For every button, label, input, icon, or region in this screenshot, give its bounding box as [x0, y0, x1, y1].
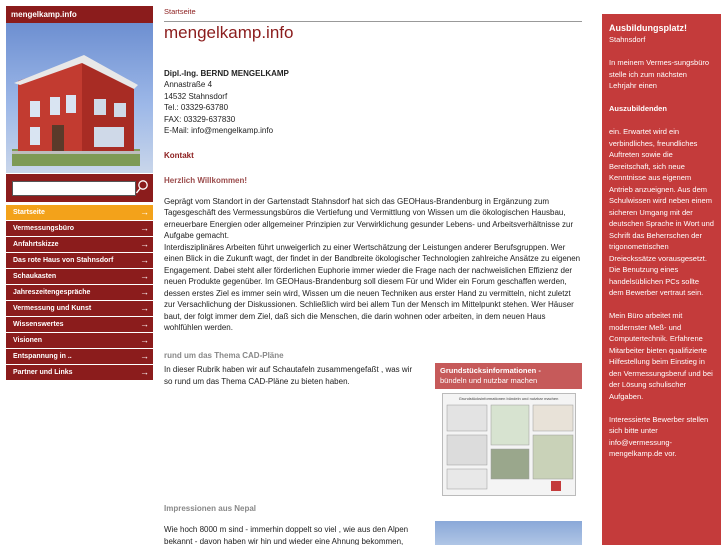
- breadcrumb: [164, 6, 582, 22]
- sidebar-body-2: Mein Büro arbeitet mit modernster Meß- und Computertechnik. Erfahrene Mitarbeiter bieten qualifizierte Hilfestellung beim Einstieg in den Vermessungsberuf und bei der Lösung schulischer Aufgaben.: [609, 311, 713, 401]
- address-name: Dipl.-Ing. BERND MENGELKAMP: [164, 68, 289, 78]
- arrow-right-icon: →: [140, 271, 149, 281]
- sidebar-location: Stahnsdorf: [609, 35, 646, 44]
- main-nav: [6, 205, 153, 381]
- arrow-right-icon: →: [140, 239, 149, 249]
- nav-item-visionen[interactable]: Visionen →: [6, 333, 153, 349]
- nav-item-partner-links[interactable]: Partner und Links →: [6, 365, 153, 381]
- welcome-paragraph-2: Interdisziplinäres Arbeiten führt unweigerlich zu einer Wertschätzung der Leistungen anderer Berufsgruppen. Wer einen Blick in die Zukunft wagt, der findet in der Bandbreite ökologischer Technologien zahlreiche Ansätze zu eigenen Engagement. Dabei steht aller förderlichen Euphorie immer wieder die Frage nach der nachweislichen Effizienz der neuen Produkte gegenüber. Im GEOHaus-Brandenburg soll diesem Für und Wider ein Forum geschaffen werden, dessen erstes Ziel es immer sein wird, Wissen um die neuen Techniken aus erster Hand zu vermitteln, nicht zuletzt zur Versachlichung der Diskussionen. Schließlich wird bei allem Tun der Mensch im Mittelpunkt stehen. Wer Häuser baut, der folgt immer dem Ziel, daß sich die Menschen, die darin wohnen oder arbeiten, in dem neuen Haus wohlfühlen werden.: [164, 242, 581, 332]
- search-input[interactable]: [12, 181, 136, 196]
- sidebar-heading: Ausbildungsplatz!: [609, 23, 687, 33]
- arrow-right-icon: →: [140, 223, 149, 233]
- breadcrumb-link-startseite[interactable]: Startseite: [164, 7, 196, 16]
- nav-item-entspannung[interactable]: Entspannung in .. →: [6, 349, 153, 365]
- nav-item-rotes-haus[interactable]: Das rote Haus von Stahnsdorf →: [6, 253, 153, 269]
- cad-heading: rund um das Thema CAD-Pläne: [164, 350, 284, 360]
- sidebar-body-3: Interessierte Bewerber stellen sich bitte unter info@vermessung-mengelkamp.de vor.: [609, 414, 709, 458]
- arrow-right-icon: →: [140, 287, 149, 297]
- address-street: Annastraße 4: [164, 80, 213, 89]
- grundstueck-poster-image: [442, 393, 576, 496]
- cad-text: In dieser Rubrik haben wir auf Schautafeln zusammengefaßt , was wir so rund um das Thema CAD-Pläne zu bieten haben.: [164, 365, 413, 386]
- address-fax: FAX: 03329-637830: [164, 114, 236, 124]
- sidebar-body-1: ein. Erwartet wird ein verbindliches, freundliches Auftreten sowie die Bereitschaft, sich neue Kenntnisse aus eigenem Antrieb anzueignen. Aus dem Schulwissen wird neben einem sicheren Umgang mit der deutschen Sprache in Wort und Schrift das Beherrschen der trigonometrischen Dreieckssätze vorausgesetzt. Die Benutzung eines handelsüblichen PCs sollte dem Bewerber vertraut sein.: [609, 127, 714, 297]
- nepal-heading: Impressionen aus Nepal: [164, 504, 257, 513]
- left-column: [6, 6, 153, 381]
- job-offer-sidebar: [602, 14, 721, 545]
- welcome-heading: Herzlich Willkommen!: [164, 176, 248, 185]
- nav-item-wissenswertes[interactable]: Wissenswertes →: [6, 317, 153, 333]
- arrow-right-icon: →: [140, 255, 149, 265]
- sidebar-subheading: Auszubildenden: [609, 104, 667, 113]
- page-title: mengelkamp.info: [164, 22, 294, 42]
- header-photo: [6, 23, 153, 173]
- main-content: [164, 6, 582, 545]
- address-email[interactable]: E-Mail: info@mengelkamp.info: [164, 126, 274, 135]
- nav-item-vermessung-kunst[interactable]: Vermessung und Kunst →: [6, 301, 153, 317]
- nepal-image[interactable]: [435, 521, 582, 545]
- arrow-right-icon: →: [140, 207, 149, 217]
- sidebar-intro: In meinem Vermes-sungsbüro stelle ich zum nächsten Lehrjahr einen: [609, 58, 710, 90]
- nav-item-anfahrtskizze[interactable]: Anfahrtskizze →: [6, 237, 153, 253]
- nav-item-jahreszeitengespraeche[interactable]: Jahreszeitengespräche →: [6, 285, 153, 301]
- search-icon[interactable]: [135, 179, 149, 195]
- address-tel: Tel.: 03329-63780: [164, 103, 229, 112]
- poster-diagram: [443, 401, 576, 495]
- nav-item-startseite[interactable]: Startseite →: [6, 205, 153, 221]
- arrow-right-icon: →: [140, 351, 149, 361]
- nav-item-vermessungsbuero[interactable]: Vermessungsbüro →: [6, 221, 153, 237]
- grundstueck-title: Grundstücksinformationen - bündeln und nutzbar machen: [435, 363, 582, 389]
- nepal-text: Wie hoch 8000 m sind - immerhin doppelt so viel , wie aus den Alpen bekannt - davon haben wir hin und wieder eine Ahnung bekommen,: [164, 525, 409, 545]
- site-logo[interactable]: mengelkamp.info: [6, 6, 153, 23]
- nav-item-schaukasten[interactable]: Schaukasten →: [6, 269, 153, 285]
- arrow-right-icon: →: [140, 335, 149, 345]
- kontakt-link[interactable]: Kontakt: [164, 150, 194, 160]
- arrow-right-icon: →: [140, 367, 149, 377]
- search-bar: [6, 174, 153, 202]
- grundstueck-poster-heading: Grundstücksinformationen bündeln und nutzbar machen: [458, 396, 559, 401]
- grundstueck-teaser[interactable]: [435, 363, 582, 500]
- arrow-right-icon: →: [140, 319, 149, 329]
- welcome-paragraph-1: Geprägt vom Standort in der Gartenstadt Stahnsdorf hat sich das GEOHaus-Brandenburg in Ergänzung zum Tagesgeschäft des Vermessungsbüros die Vertiefung und Vermittlung von Wissen um die ökologischen Hausbau, erneuerbare Energien oder allgemeiner Prinzipien zur Verwirklichung gesunder Lebens- und Arbeitsverhältnisse zur Aufgabe gemacht.: [164, 196, 574, 240]
- address-block: [164, 68, 582, 137]
- arrow-right-icon: →: [140, 303, 149, 313]
- red-house-image: [12, 51, 140, 166]
- address-city: 14532 Stahnsdorf: [164, 91, 228, 101]
